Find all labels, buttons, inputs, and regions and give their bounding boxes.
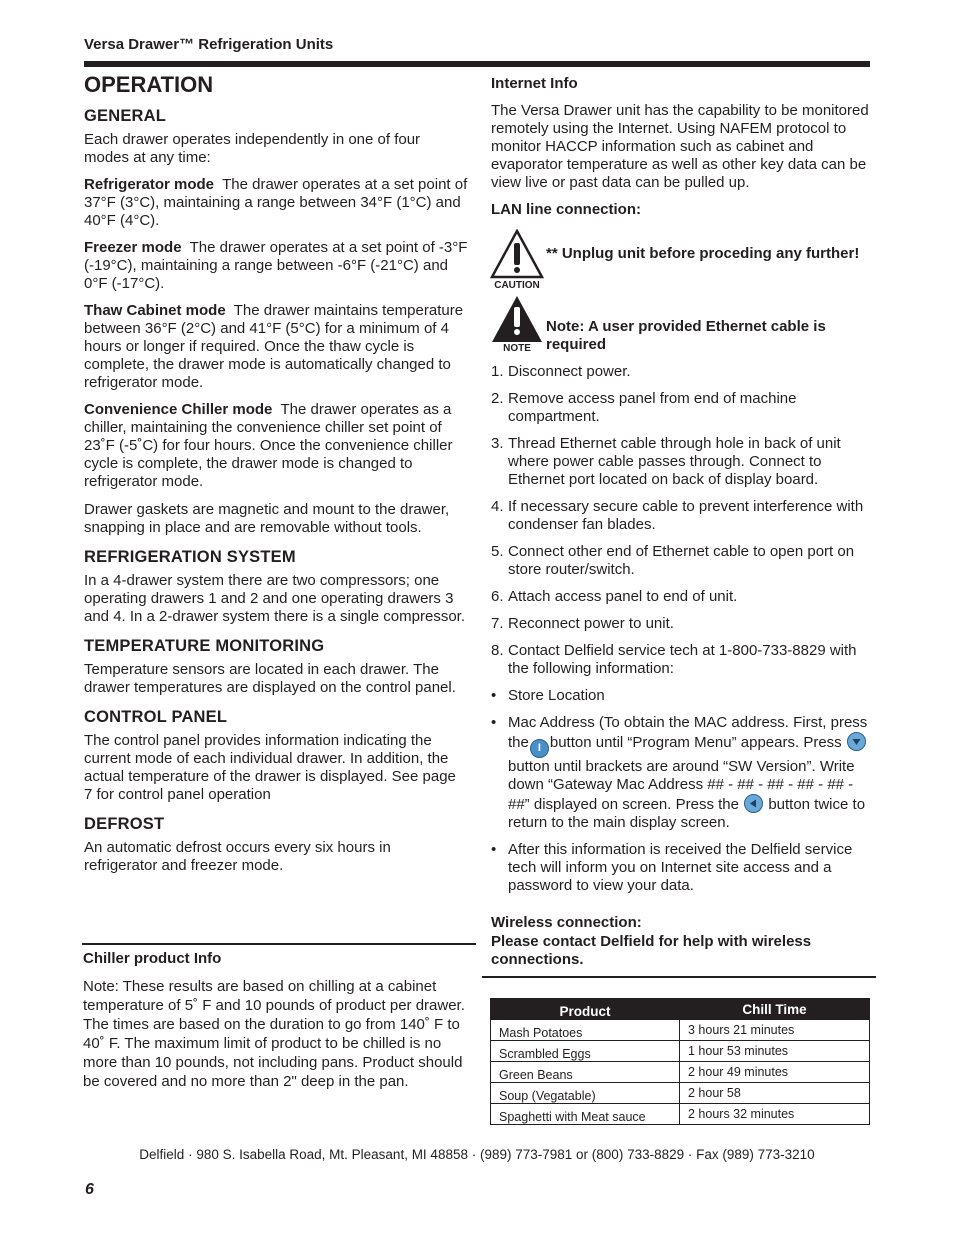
lan-heading: LAN line connection: — [491, 201, 641, 218]
product-cell: Scrambled Eggs — [491, 1041, 680, 1062]
refrigerator-mode — [84, 176, 468, 230]
bullet-text: Store Location — [508, 687, 605, 704]
step-text: Remove access panel from end of machine compartment. — [508, 390, 797, 425]
chill-time-cell: 3 hours 21 minutes — [680, 1020, 870, 1041]
list-item — [491, 615, 875, 633]
freezer-mode — [84, 239, 468, 293]
note-text: Note: A user provided Ethernet cable is required — [546, 318, 826, 353]
control-panel-text: The control panel provides information indicating the current mode of each individual drawer. In addition, the actual temperature of the drawer is displayed. See page 7 for control panel operation — [84, 732, 456, 803]
mode-label: Refrigerator mode — [84, 176, 215, 193]
table-row — [491, 1083, 870, 1104]
mode-label: Freezer mode — [84, 239, 182, 256]
table-row — [491, 1062, 870, 1083]
column-header-chill-time: Chill Time — [680, 999, 870, 1020]
list-item — [491, 687, 875, 705]
chill-time-cell: 1 hour 53 minutes — [680, 1041, 870, 1062]
product-cell: Soup (Vegatable) — [491, 1083, 680, 1104]
wireless-rule — [482, 976, 876, 978]
left-column — [84, 72, 468, 875]
bullet-text: Mac Address (To obtain the MAC address. First, press the — [508, 714, 868, 751]
list-item — [491, 841, 875, 895]
mode-text: The drawer maintains temperature between 36°F (2°C) and 41°F (5°C) for a minimum of 4 hours or longer if required. Once the thaw cycle is complete, the drawer mode is automatically changed to refrigerator mode. — [84, 302, 464, 391]
page-number: 6 — [85, 1181, 94, 1198]
step-text: Contact Delfield service tech at 1-800-733-8829 with the following information: — [508, 642, 857, 677]
product-cell: Mash Potatoes — [491, 1020, 680, 1041]
chill-time-cell: 2 hour 49 minutes — [680, 1062, 870, 1083]
wireless-heading: Wireless connection: — [491, 914, 642, 931]
lan-steps-list — [491, 363, 875, 904]
bullet-icon: • — [491, 841, 497, 858]
list-item — [491, 435, 875, 489]
bullet-icon: • — [491, 714, 497, 731]
table-row — [491, 1041, 870, 1062]
temperature-text: Temperature sensors are located in each drawer. The drawer temperatures are displayed on the control panel. — [84, 661, 456, 696]
right-column — [491, 75, 875, 218]
footer-address: Delfield · 980 S. Isabella Road, Mt. Pleasant, MI 48858 · (989) 773-7981 or (800) 733-8829 · Fax (989) 773-3210 — [139, 1147, 815, 1162]
chiller-rule — [82, 943, 476, 945]
step-number: 5. — [491, 543, 504, 560]
bullet-text: button until “Program Menu” appears. Press — [549, 734, 842, 751]
product-cell: Spaghetti with Meat sauce — [491, 1104, 680, 1125]
product-cell: Green Beans — [491, 1062, 680, 1083]
step-number: 1. — [491, 363, 504, 380]
list-item — [491, 543, 875, 579]
list-item — [491, 642, 875, 678]
info-button-icon: I — [530, 739, 549, 758]
temperature-heading: TEMPERATURE MONITORING — [84, 637, 325, 655]
step-text: Connect other end of Ethernet cable to open port on store router/switch. — [508, 543, 855, 578]
step-text: Reconnect power to unit. — [508, 615, 674, 632]
list-item — [491, 714, 875, 832]
bullet-text: After this information is received the Delfield service tech will inform you on Internet site access and a password to view your data. — [508, 841, 853, 894]
internet-text: The Versa Drawer unit has the capability to be monitored remotely using the Internet. Using NAFEM protocol to monitor HACCP information such as cabinet and evaporator temperature as well as other key data can be view live or past data can be pulled up. — [491, 102, 869, 191]
step-number: 4. — [491, 498, 504, 515]
table-header-row — [491, 999, 870, 1020]
note-icon — [490, 294, 544, 344]
caution-label: CAUTION — [494, 280, 540, 291]
bullet-text: button twice to return to the main display screen. — [508, 796, 866, 831]
step-text: If necessary secure cable to prevent interference with condenser fan blades. — [508, 498, 864, 533]
thaw-cabinet-mode — [84, 302, 468, 392]
general-heading: GENERAL — [84, 107, 167, 125]
convenience-chiller-mode — [84, 401, 468, 491]
internet-heading: Internet Info — [491, 75, 578, 92]
step-number: 3. — [491, 435, 504, 452]
wireless-text: Please contact Delfield for help with wireless connections. — [491, 933, 812, 968]
refrigeration-text: In a 4-drawer system there are two compressors; one operating drawers 1 and 2 and one operating drawers 3 and 4. In a 2-drawer system there is a single compressor. — [84, 572, 466, 625]
table-row — [491, 1020, 870, 1041]
general-intro: Each drawer operates independently in one of four modes at any time: — [84, 131, 421, 166]
gaskets-text: Drawer gaskets are magnetic and mount to the drawer, snapping in place and are removable without tools. — [84, 501, 450, 536]
step-number: 2. — [491, 390, 504, 407]
step-text: Thread Ethernet cable through hole in back of unit where power cable passes through. Connect to Ethernet port located on back of display board. — [508, 435, 841, 488]
caution-text: ** Unplug unit before proceding any further! — [546, 245, 860, 262]
bullet-icon: • — [491, 687, 497, 704]
mode-text: The drawer operates as a chiller, maintaining the convenience chiller set point of 23˚F (-5˚C) for four hours. Once the convenience chiller cycle is complete, the drawer mode is changed to refrigerator mode. — [84, 401, 453, 490]
defrost-heading: DEFROST — [84, 815, 165, 833]
list-item — [491, 390, 875, 426]
chill-time-cell: 2 hour 58 — [680, 1083, 870, 1104]
step-number: 7. — [491, 615, 504, 632]
list-item — [491, 498, 875, 534]
refrigeration-heading: REFRIGERATION SYSTEM — [84, 548, 296, 566]
bullet-text: button until brackets are around “SW Version”. Write down “Gateway Mac Address ## - ## - ## - ## - ## - ##” displayed on screen. Press the — [508, 758, 855, 813]
note-label: NOTE — [503, 343, 531, 354]
chill-time-cell: 2 hours 32 minutes — [680, 1104, 870, 1125]
chill-time-table — [490, 998, 870, 1125]
step-number: 8. — [491, 642, 504, 659]
control-panel-heading: CONTROL PANEL — [84, 708, 228, 726]
mode-text: The drawer operates at a set point of 37°F (3°C), maintaining a range between 34°F (1°C) and 40°F (4°C). — [84, 176, 468, 229]
mode-text: The drawer operates at a set point of -3°F (-19°C), maintaining a range between -6°F (-21°C) and 0°F (-17°C). — [84, 239, 468, 292]
down-arrow-button-icon — [847, 732, 866, 751]
list-item — [491, 588, 875, 606]
mode-label: Thaw Cabinet mode — [84, 302, 226, 319]
back-arrow-button-icon — [744, 794, 763, 813]
table-row — [491, 1104, 870, 1125]
header-rule — [84, 61, 870, 67]
step-text: Disconnect power. — [508, 363, 631, 380]
defrost-text: An automatic defrost occurs every six hours in refrigerator and freezer mode. — [84, 839, 391, 874]
list-item — [491, 363, 875, 381]
chiller-text: Note: These results are based on chilling at a cabinet temperature of 5˚ F and 10 pounds of product per drawer. The times are based on the duration to go from 140˚ F to 40˚ F. The maximum limit of product to be chilled is no more than 10 pounds, not including pans. Product should be covered and no more than 2" deep in the pan. — [83, 978, 465, 1090]
column-header-product: Product — [491, 999, 680, 1020]
mode-label: Convenience Chiller mode — [84, 401, 273, 418]
page-title: OPERATION — [84, 72, 214, 97]
step-number: 6. — [491, 588, 504, 605]
running-header: Versa Drawer™ Refrigeration Units — [84, 36, 334, 53]
chiller-heading: Chiller product Info — [83, 950, 222, 967]
step-text: Attach access panel to end of unit. — [508, 588, 738, 605]
